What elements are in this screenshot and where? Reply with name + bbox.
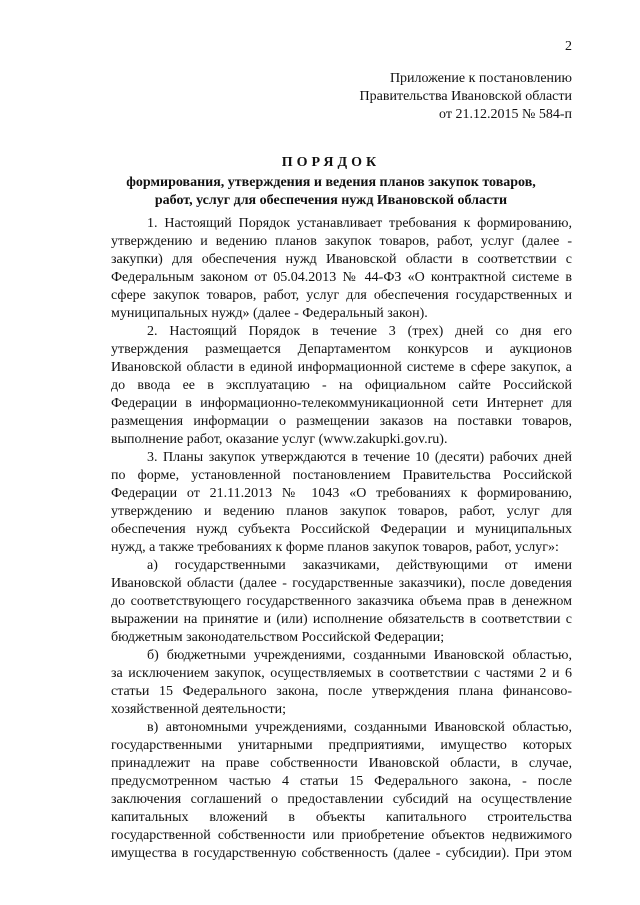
document-body — [111, 215, 572, 863]
paragraph-line: выражении на принятие и (или) исполнение обязательств в соответствии с — [111, 612, 572, 627]
paragraph-line: закупки) для обеспечения нужд Ивановской области в соответствии с — [111, 252, 572, 267]
document-title-block — [90, 154, 572, 210]
paragraph-line: 1. Настоящий Порядок устанавливает требования к формированию, — [147, 216, 572, 231]
paragraph — [111, 557, 572, 647]
paragraph-line: 2. Настоящий Порядок в течение 3 (трех) дней со дня его — [147, 324, 572, 339]
paragraph-line: нужд, а также требованиях к форме планов закупок товаров, работ, услуг»: — [111, 540, 559, 555]
paragraph — [111, 719, 572, 863]
appendix-line: от 21.12.2015 № 584-п — [439, 107, 572, 122]
paragraph-line: предусмотренном частью 4 статьи 15 Федерального закона, - после — [111, 774, 572, 789]
paragraph-line: Федерации в информационно-телекоммуникационной сети Интернет для — [111, 396, 572, 411]
document-subtitle — [90, 174, 572, 210]
paragraph-line: принадлежит на праве собственности Ивановской области, в случае, — [111, 756, 572, 771]
paragraph-line: статьи 15 Федерального закона, после утверждения плана финансово- — [111, 684, 572, 699]
appendix-line: Правительства Ивановской области — [359, 89, 572, 104]
paragraph — [111, 449, 572, 557]
paragraph-line: утверждения размещается Департаментом конкурсов и аукционов — [111, 342, 572, 357]
paragraph-line: за исключением закупок, осуществляемых в соответствии с частями 2 и 6 — [111, 666, 572, 681]
appendix-reference — [360, 70, 572, 124]
paragraph-line: до соответствующего государственного заказчика объема прав в денежном — [111, 594, 572, 609]
paragraph-line: капитальных вложений в объекты капитального строительства — [111, 810, 572, 825]
paragraph-line: Федерации от 21.11.2013 № 1043 «О требованиях к формированию, — [111, 486, 572, 501]
paragraph-line: размещения информации о размещении заказов на поставки товаров, — [111, 414, 572, 429]
paragraph-line: хозяйственной деятельности; — [111, 702, 287, 717]
paragraph-line: в) автономными учреждениями, созданными Ивановской областью, — [147, 720, 572, 735]
paragraph-line: а) государственными заказчиками, действующими от имени — [147, 558, 572, 573]
paragraph-line: утверждению и ведению планов закупок товаров, работ, услуг (далее - — [111, 234, 572, 249]
appendix-line: Приложение к постановлению — [389, 71, 572, 86]
paragraph-line: утверждению и ведению планов закупок товаров, работ, услуг для — [111, 504, 572, 519]
paragraph-line: б) бюджетными учреждениями, созданными Ивановской областью, — [147, 648, 572, 663]
paragraph-line: сфере закупок товаров, работ, услуг для обеспечения государственных и — [111, 288, 572, 303]
paragraph-line: государственными унитарными предприятиями, имущество которых — [111, 738, 572, 753]
paragraph-line: Федеральным законом от 05.04.2013 № 44-ФЗ «О контрактной системе в — [111, 270, 572, 285]
paragraph-line: по форме, установленной постановлением Правительства Российской — [111, 468, 572, 483]
paragraph — [111, 647, 572, 719]
paragraph-line: заключения соглашений о предоставлении субсидий на осуществление — [111, 792, 572, 807]
paragraph-line: имущества в государственную собственность (далее - субсидии). При этом — [111, 846, 572, 861]
subtitle-line: работ, услуг для обеспечения нужд Ивановской области — [154, 193, 508, 208]
paragraph — [111, 323, 572, 449]
paragraph-line: до ввода ее в эксплуатацию - на официальном сайте Российской — [111, 378, 572, 393]
paragraph — [111, 215, 572, 323]
page-number: 2 — [565, 39, 572, 54]
paragraph-line: 3. Планы закупок утверждаются в течение 10 (десяти) рабочих дней — [147, 450, 572, 465]
paragraph-line: обеспечения нужд субъекта Российской Федерации и муниципальных — [111, 522, 572, 537]
paragraph-line: государственной собственности или приобретение объектов недвижимого — [111, 828, 572, 843]
paragraph-line: муниципальных нужд» (далее - Федеральный закон). — [111, 306, 428, 321]
paragraph-line: выполнение работ, оказание услуг (www.zakupki.gov.ru). — [111, 432, 448, 447]
paragraph-line: Ивановской области (далее - государственные заказчики), после доведения — [111, 576, 572, 591]
document-title: ПОРЯДОК — [281, 155, 381, 170]
subtitle-line: формирования, утверждения и ведения планов закупок товаров, — [126, 175, 536, 190]
paragraph-line: Ивановской области в единой информационной системе в сфере закупок, а — [111, 360, 572, 375]
paragraph-line: бюджетным законодательством Российской Федерации; — [111, 630, 445, 645]
